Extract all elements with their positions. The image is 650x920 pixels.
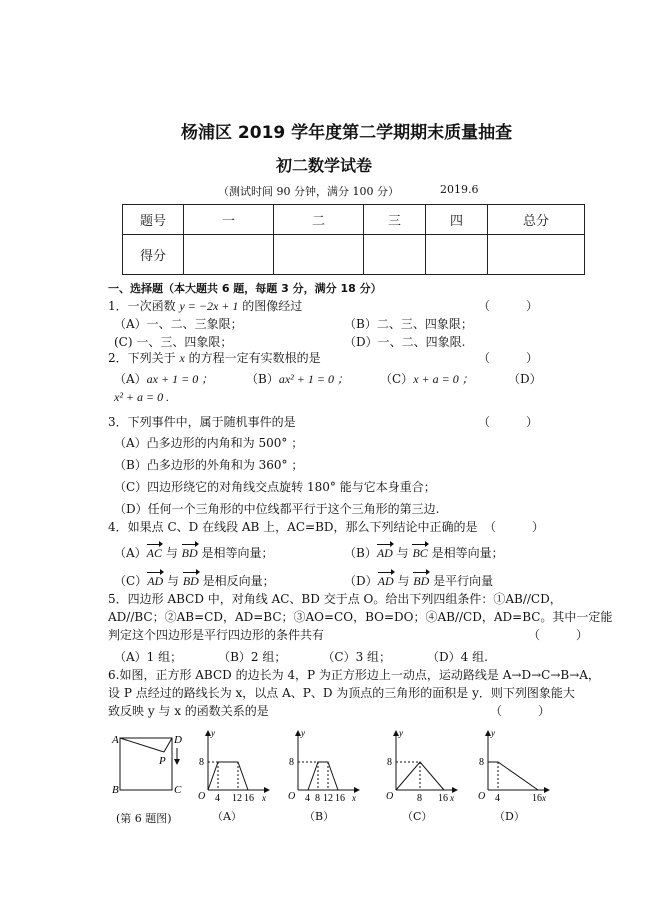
q2-d-formula: x² + a = 0 . bbox=[114, 390, 170, 404]
q2-stem-b: 的方程一定有实数根的是 bbox=[184, 351, 321, 365]
q2-answer-bracket[interactable]: （ ） bbox=[478, 351, 539, 365]
q4-c-mid: 与 bbox=[163, 574, 183, 588]
q4-d-vector-1: AD bbox=[377, 574, 394, 588]
y-tick-label: 8 bbox=[199, 757, 204, 768]
score-header-cell: 题号 bbox=[123, 205, 184, 235]
graph-d bbox=[474, 728, 550, 804]
q4-a-label: （A） bbox=[114, 546, 147, 560]
q2-a-label: （A） bbox=[114, 372, 147, 386]
score-header-cell: 二 bbox=[274, 205, 364, 235]
graph-b bbox=[284, 728, 360, 804]
q2-option-c bbox=[380, 370, 474, 387]
q3-option-b: （B）凸多边形的外角和为 360° ； bbox=[114, 458, 304, 472]
x-tick-label: 16 bbox=[244, 793, 254, 804]
q6-square-figure bbox=[106, 726, 192, 806]
graph-curve bbox=[208, 762, 248, 790]
x-tick-label: 4 bbox=[495, 793, 500, 804]
q3-stem: 3．下列事件中，属于随机事件的是 bbox=[108, 415, 296, 429]
q4-d-label: （D） bbox=[344, 574, 378, 588]
x-tick-label: 16 bbox=[532, 793, 542, 804]
q4-b-vector-2: BC bbox=[412, 546, 428, 560]
q2-c-formula: x + a = 0 ； bbox=[413, 372, 474, 386]
score-header-cell: 三 bbox=[364, 205, 426, 235]
time-note: （测试时间 90 分钟，满分 100 分） bbox=[218, 185, 399, 198]
q2-option-b bbox=[246, 370, 349, 387]
graph-curve bbox=[488, 762, 538, 790]
q4-a-vector-1: AC bbox=[146, 546, 163, 560]
q1-option-a: （A）一、二、三象限； bbox=[114, 317, 243, 331]
score-header-cell: 四 bbox=[426, 205, 488, 235]
graph-curve bbox=[308, 762, 338, 790]
q4-b-vector-1: AD bbox=[376, 546, 393, 560]
q2-a-formula: ax + 1 = 0 ； bbox=[146, 372, 214, 386]
q4-d-end: 是平行向量 bbox=[429, 574, 494, 588]
q1-option-d: （D）一、二、四象限. bbox=[344, 335, 466, 349]
y-tick-label: 8 bbox=[387, 757, 392, 768]
q6-line-1: 6.如图，正方形 ABCD 的边长为 4，P 为正方形边上一动点，运动路线是 A→D→C→B→A， bbox=[108, 668, 600, 682]
score-cell[interactable] bbox=[488, 235, 585, 275]
y-axis-label: y bbox=[301, 728, 305, 738]
q4-a-end: 是相等向量； bbox=[197, 546, 274, 560]
x-tick-label: 12 bbox=[232, 793, 242, 804]
square-label-a: A bbox=[112, 734, 119, 746]
q4-d-vector-2: BD bbox=[413, 574, 430, 588]
q1-stem bbox=[108, 297, 302, 314]
y-axis-label: y bbox=[491, 728, 495, 738]
exam-subtitle: 初二数学试卷 bbox=[276, 156, 373, 175]
x-tick-label: 4 bbox=[305, 793, 310, 804]
graph-c-label: （C） bbox=[402, 810, 433, 823]
q2-stem bbox=[108, 349, 321, 366]
segment-dp bbox=[164, 738, 172, 752]
motion-arrow-head bbox=[174, 759, 180, 765]
exam-title: 杨浦区 2019 学年度第二学期期末质量抽查 bbox=[181, 123, 513, 143]
q4-a-vector-2: BD bbox=[181, 546, 198, 560]
q3-answer-bracket[interactable]: （ ） bbox=[478, 415, 539, 429]
score-cell[interactable] bbox=[426, 235, 488, 275]
x-axis-label: x bbox=[450, 793, 454, 803]
section-heading: 一、选择题（本大题共 6 题，每题 3 分，满分 18 分） bbox=[108, 282, 382, 295]
score-header-cell: 总分 bbox=[488, 205, 585, 235]
q5-answer-bracket[interactable]: （ ） bbox=[528, 628, 589, 642]
origin-label: O bbox=[386, 791, 394, 802]
origin-label: O bbox=[288, 791, 296, 802]
score-header-cell: 一 bbox=[184, 205, 274, 235]
q2-c-label: （C） bbox=[380, 372, 414, 386]
score-row-label: 得分 bbox=[123, 235, 184, 275]
q6-answer-bracket[interactable]: （ ） bbox=[490, 704, 551, 718]
q4-c-label: （C） bbox=[114, 574, 148, 588]
q4-answer-bracket[interactable]: （ ） bbox=[484, 520, 545, 534]
q4-option-a bbox=[114, 544, 273, 561]
origin-label: O bbox=[478, 791, 486, 802]
q1-option-b: （B）二、三、四象限； bbox=[344, 317, 473, 331]
q2-b-label: （B） bbox=[246, 372, 279, 386]
q4-b-mid: 与 bbox=[392, 546, 413, 560]
q4-b-end: 是相等向量； bbox=[427, 546, 504, 560]
q5-line-3: 判定这个四边形是平行四边形的条件共有 bbox=[108, 628, 325, 642]
q2-stem-var: x bbox=[179, 351, 185, 365]
q4-option-b bbox=[344, 544, 504, 561]
q1-formula: y = −2x + 1 bbox=[179, 299, 239, 313]
score-table bbox=[122, 204, 585, 275]
graph-d-label: （D） bbox=[494, 810, 525, 823]
x-axis-label: x bbox=[352, 793, 356, 803]
q6-line-3: 致反映 y 与 x 的函数关系的是 bbox=[108, 704, 269, 718]
score-cell[interactable] bbox=[274, 235, 364, 275]
x-tick-label: 4 bbox=[215, 793, 220, 804]
x-tick-label: 16 bbox=[438, 793, 448, 804]
x-axis-label: x bbox=[542, 793, 546, 803]
exam-date: 2019.6 bbox=[440, 183, 479, 196]
q2-stem-a: 2．下列关于 bbox=[108, 351, 180, 365]
q4-a-mid: 与 bbox=[162, 546, 182, 560]
x-tick-label: 12 bbox=[323, 793, 333, 804]
graph-b-label: （B） bbox=[304, 810, 335, 823]
q4-c-vector-1: AD bbox=[147, 574, 164, 588]
q5-choices: （A）1 组； （B）2 组； （C）3 组； （D）4 组. bbox=[114, 650, 488, 664]
q2-d-label: （D） bbox=[508, 372, 542, 386]
square-label-b: B bbox=[112, 784, 119, 796]
origin-label: O bbox=[198, 791, 206, 802]
q4-b-label: （B） bbox=[344, 546, 377, 560]
y-axis-label: y bbox=[399, 728, 403, 738]
q5-line-1: 5．四边形 ABCD 中，对角线 AC、BD 交于点 O。给出下列四组条件：①AB//CD， bbox=[108, 592, 562, 606]
q3-option-a: （A）凸多边形的内角和为 500° ； bbox=[114, 436, 304, 450]
x-tick-label: 8 bbox=[315, 793, 320, 804]
q1-option-c: (C) 一、三、四象限； bbox=[114, 335, 233, 349]
q4-d-mid: 与 bbox=[393, 574, 414, 588]
graph-a-label: （A） bbox=[212, 810, 242, 823]
q2-b-formula: ax² + 1 = 0 ； bbox=[278, 372, 349, 386]
q1-stem-b: 的图像经过 bbox=[238, 299, 303, 313]
q4-option-d bbox=[344, 572, 493, 589]
q1-stem-a: 1．一次函数 bbox=[108, 299, 180, 313]
score-cell[interactable] bbox=[184, 235, 274, 275]
graph-c bbox=[382, 728, 458, 804]
q4-c-end: 是相反向量； bbox=[198, 574, 275, 588]
y-axis-label: y bbox=[211, 728, 215, 738]
score-cell[interactable] bbox=[364, 235, 426, 275]
square-label-p: P bbox=[159, 755, 166, 767]
q2-option-a bbox=[114, 370, 213, 387]
q4-option-c bbox=[114, 572, 275, 589]
q5-line-2: AD//BC；②AB=CD，AD=BC；③AO=CO，BO=DO；④AB//CD，AD=BC。其中一定能 bbox=[108, 610, 613, 624]
graph-a bbox=[194, 728, 270, 804]
q6-line-2: 设 P 点经过的路线长为 x，以点 A、P、D 为顶点的三角形的面积是 y．则下列图象能大 bbox=[108, 686, 575, 700]
y-tick-label: 8 bbox=[289, 757, 294, 768]
q4-c-vector-2: BD bbox=[182, 574, 199, 588]
q3-option-c: （C）四边形绕它的对角线交点旋转 180° 能与它本身重合； bbox=[114, 480, 436, 494]
x-tick-label: 8 bbox=[417, 793, 422, 804]
square-label-c: C bbox=[174, 784, 182, 796]
segment-ap bbox=[120, 738, 164, 752]
q1-answer-bracket[interactable]: （ ） bbox=[478, 299, 539, 313]
q3-option-d: （D）任何一个三角形的中位线都平行于这个三角形的第三边. bbox=[114, 502, 440, 516]
q4-stem: 4．如果点 C、D 在线段 AB 上，AC=BD，那么下列结论中正确的是 bbox=[108, 520, 478, 534]
y-tick-label: 8 bbox=[479, 757, 484, 768]
q6-figure-caption: (第 6 题图) bbox=[116, 812, 172, 825]
x-axis-label: x bbox=[262, 793, 266, 803]
x-tick-label: 16 bbox=[335, 793, 345, 804]
square-label-d: D bbox=[174, 734, 182, 746]
